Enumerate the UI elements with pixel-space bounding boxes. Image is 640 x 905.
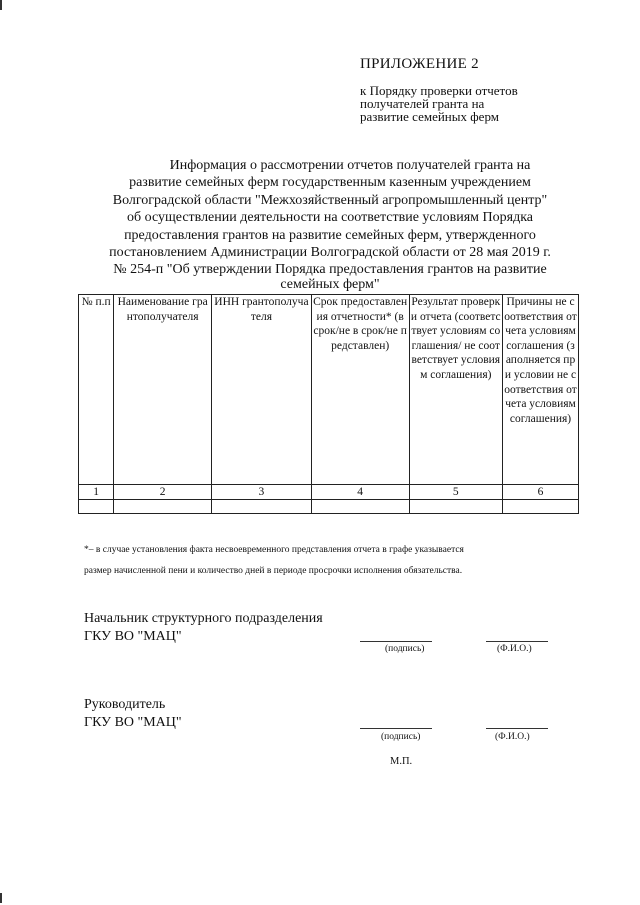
heading-line: Информация о рассмотрении отчетов получателей гранта на [169,158,531,173]
name-line [486,728,548,729]
column-number: 6 [503,485,579,500]
table-row [79,500,579,514]
table-cell [311,500,409,514]
scan-mark [0,0,2,10]
scan-mark [0,893,2,903]
stamp-placeholder: М.П. [390,756,413,767]
name-caption: (Ф.И.О.) [495,732,530,742]
footnote-line: *– в случае установления факта несвоевременного представления отчета в графе указывается [84,545,464,555]
header-cell-inn: ИНН грантополучателя [212,295,312,485]
name-caption: (Ф.И.О.) [497,644,532,654]
appendix-line: получателей гранта на [360,96,485,111]
header-cell-number: № п.п [79,295,114,485]
table-header-row [79,295,579,485]
signature-line [360,728,432,729]
table-cell [503,500,579,514]
appendix-line: к Порядку проверки отчетов [360,83,518,98]
column-number: 3 [212,485,312,500]
column-number: 2 [114,485,212,500]
signature-caption: (подпись) [381,732,421,742]
header-cell-reasons: Причины не соответствия отчета условиям соглашения (заполняется при условии не соответствия отчета условиям соглашения) [503,295,579,485]
heading-line: постановлением Администрации Волгоградской области от 28 мая 2019 г. [109,245,551,261]
heading-line: Волгоградской области "Межхозяйственный агропромышленный центр" [112,192,548,208]
heading-line: № 254-п "Об утверждении Порядка предоставления грантов на развитие [113,262,547,278]
heading-line: семейных ферм" [280,276,380,292]
column-number: 1 [79,485,114,500]
table-cell [114,500,212,514]
table-cell [79,500,114,514]
table-numbering-row [79,485,579,500]
column-number: 4 [311,485,409,500]
signer-organization: ГКУ ВО "МАЦ" [84,629,182,644]
signature-line [360,641,432,642]
report-table [78,294,579,514]
signer-organization: ГКУ ВО "МАЦ" [84,715,182,730]
table-cell [409,500,503,514]
heading-line: предоставления грантов на развитие семейных ферм, утвержденного [124,227,536,243]
footnote-line: размер начисленной пени и количество дней в периоде просрочки исполнения обязательства. [84,566,463,576]
document-heading [70,157,590,290]
header-cell-check-result: Результат проверки отчета (соответствует условиям соглашения/ не соответствует условиям соглашения) [409,295,503,485]
table-cell [212,500,312,514]
name-line [486,641,548,642]
heading-line: развитие семейных ферм государственным казенным учреждением [129,175,531,191]
header-cell-deadline: Срок предоставления отчетности* (в срок/не в срок/не представлен) [311,295,409,485]
signer-position: Руководитель [84,697,166,712]
column-number: 5 [409,485,503,500]
appendix-line: развитие семейных ферм [360,109,499,124]
appendix-title: ПРИЛОЖЕНИЕ 2 [360,56,479,72]
heading-line: об осуществлении деятельности на соответствие условиям Порядка [126,210,534,226]
header-cell-grantee-name: Наименование грантополучателя [114,295,212,485]
signature-caption: (подпись) [385,644,425,654]
signer-position: Начальник структурного подразделения [84,611,323,626]
